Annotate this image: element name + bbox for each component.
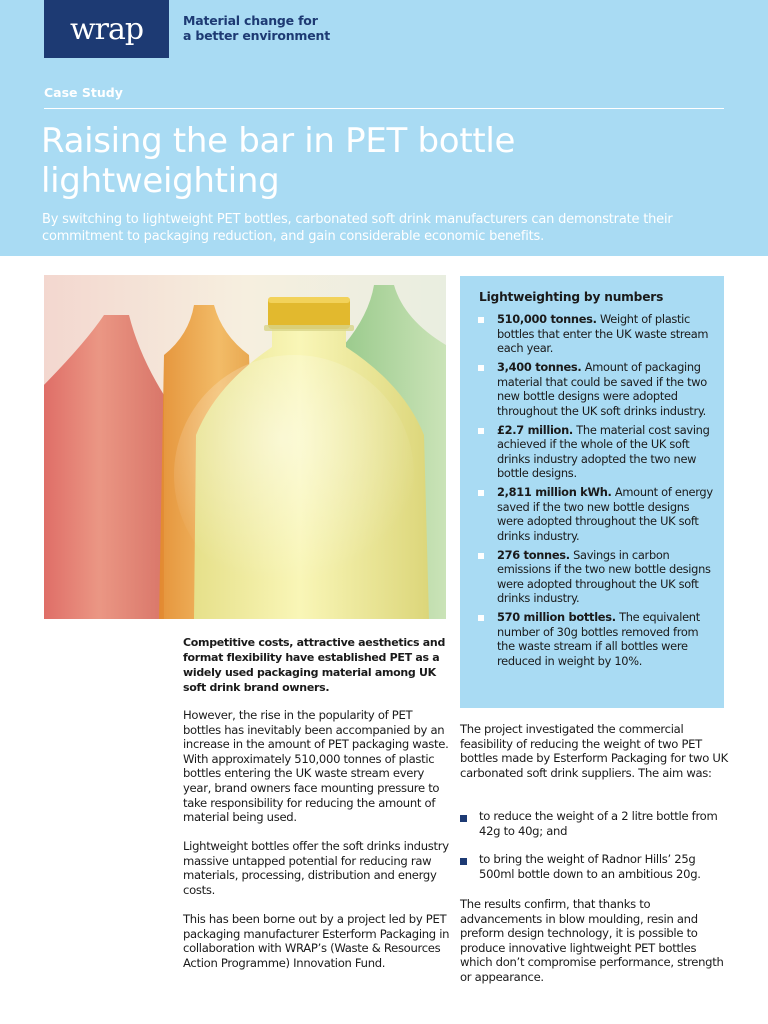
body-paragraph: This has been borne out by a project led by PET packaging manufacturer Esterform Packaging in collaboration with WRAP’s (Waste & Resources Action Programme) Innovation Fund. xyxy=(183,912,450,970)
body-paragraph: The results confirm, that thanks to advancements in blow moulding, resin and preform design technology, it is possible to produce innovative lightweight PET bottles which don’t compromise performance, strength or appearance. xyxy=(460,897,724,984)
square-bullet-icon xyxy=(478,553,484,559)
figure: 510,000 tonnes. xyxy=(497,312,597,326)
figure-description: Amount of energy saved if the two new bottle designs were adopted throughout the UK soft drinks industry. xyxy=(497,485,713,543)
square-bullet-icon xyxy=(460,815,467,822)
list-item xyxy=(478,610,718,668)
list-item xyxy=(478,312,718,356)
header-divider xyxy=(44,108,724,109)
body-paragraph: However, the rise in the popularity of PET bottles has inevitably been accompanied by an increase in the amount of PET packaging waste. With approximately 510,000 tonnes of plastic bottles entering the UK waste stream every year, brand owners face mounting pressure to take responsibility for reducing the amount of material being used. xyxy=(183,708,449,825)
aims-list xyxy=(460,809,730,881)
figure-description: The material cost saving achieved if the whole of the UK soft drinks industry adopted the two new bottle designs. xyxy=(497,422,710,481)
figure-description: The equivalent number of 30g bottles removed from the waste stream if all bottles were reduced in weight by 10%. xyxy=(497,610,700,668)
page-title: Raising the bar in PET bottle lightweighting xyxy=(41,121,516,201)
list-item xyxy=(460,852,730,881)
tagline xyxy=(183,13,330,43)
figure: 276 tonnes. xyxy=(497,547,570,562)
wrap-logo xyxy=(44,0,169,58)
figure: £2.7 million. xyxy=(497,422,573,437)
square-bullet-icon xyxy=(478,365,484,371)
square-bullet-icon xyxy=(478,490,484,496)
figure: 570 million bottles. xyxy=(497,610,616,625)
square-bullet-icon xyxy=(478,317,484,323)
list-item xyxy=(478,548,718,606)
aim-text: to bring the weight of Radnor Hills’ 25g 500ml bottle down to an ambitious 20g. xyxy=(479,852,701,881)
document-type-label: Case Study xyxy=(44,85,123,100)
figure-description: Weight of plastic bottles that enter the UK waste stream each year. xyxy=(497,312,709,355)
list-item xyxy=(478,423,718,481)
header-banner xyxy=(0,0,768,256)
numbers-heading: Lightweighting by numbers xyxy=(479,290,664,304)
tagline-line-1: Material change for xyxy=(183,13,318,28)
figure: 3,400 tonnes. xyxy=(497,360,582,375)
logo-wordmark: wrap xyxy=(69,11,144,47)
list-item xyxy=(460,809,730,838)
figure: 2,811 million kWh. xyxy=(497,485,612,500)
body-paragraph: The project investigated the commercial feasibility of reducing the weight of two PET bottles made by Esterform Packaging for two UK carbonated soft drink suppliers. The aim was: xyxy=(460,722,728,780)
numbers-list xyxy=(478,312,718,673)
tagline-line-2: a better environment xyxy=(183,28,330,43)
body-paragraph: Lightweight bottles offer the soft drinks industry massive untapped potential for reducing raw materials, processing, distribution and energy costs. xyxy=(183,839,449,897)
aim-text: to reduce the weight of a 2 litre bottle from 42g to 40g; and xyxy=(479,809,718,838)
lead-paragraph: Competitive costs, attractive aesthetics and format flexibility have established PET as a widely used packaging material among UK soft drink brand owners. xyxy=(183,636,446,694)
list-item xyxy=(478,360,718,418)
numbers-sidebar xyxy=(460,276,724,708)
figure-description: Amount of packaging material that could be saved if the two new bottle designs were adopted throughout the UK soft drinks industry. xyxy=(497,360,707,418)
figure-description: Savings in carbon emissions if the two new bottle designs were adopted throughout the UK soft drinks industry. xyxy=(497,547,711,606)
square-bullet-icon xyxy=(478,615,484,621)
bottles-photo xyxy=(44,275,446,619)
list-item xyxy=(478,485,718,543)
intro-text: By switching to lightweight PET bottles, carbonated soft drink manufacturers can demonstrate their commitment to packaging reduction, and gain considerable economic benefits. xyxy=(42,212,673,244)
square-bullet-icon xyxy=(460,858,467,865)
square-bullet-icon xyxy=(478,428,484,434)
